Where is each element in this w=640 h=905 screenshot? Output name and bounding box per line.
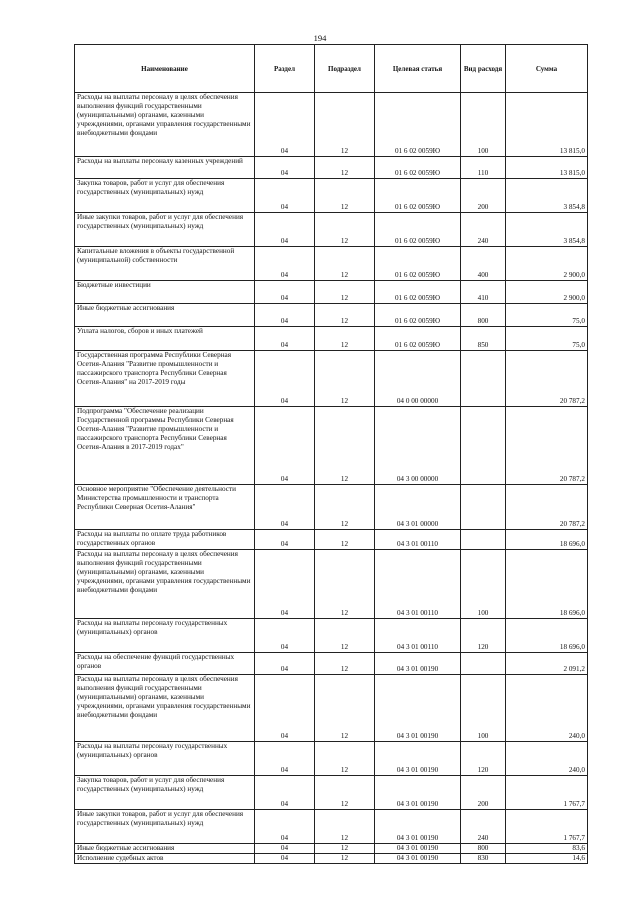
row-name: Подпрограмма "Обеспечение реализации Государственной программы Республики Северная Осетия-Алания "Развитие промышленности и пассажирского транспорта Республики Северная Осетия-Алания в 2017-2019 годах" xyxy=(75,407,255,485)
row-subsection: 12 xyxy=(315,844,375,854)
table-row xyxy=(75,281,588,304)
header-amount: Сумма xyxy=(506,45,588,93)
row-target-article: 01 6 02 0059Ю xyxy=(375,304,461,327)
row-subsection: 12 xyxy=(315,157,375,179)
row-section: 04 xyxy=(255,281,315,304)
row-amount: 20 787,2 xyxy=(506,407,588,485)
row-target-article: 04 3 01 00000 xyxy=(375,485,461,530)
row-name: Исполнение судебных актов xyxy=(75,854,255,864)
row-subsection: 12 xyxy=(315,327,375,351)
row-amount: 2 900,0 xyxy=(506,281,588,304)
row-target-article: 01 6 02 0059Ю xyxy=(375,213,461,247)
row-expense-kind: 800 xyxy=(461,304,506,327)
row-subsection: 12 xyxy=(315,247,375,281)
row-expense-kind: 240 xyxy=(461,810,506,844)
row-amount: 13 815,0 xyxy=(506,93,588,157)
row-subsection: 12 xyxy=(315,810,375,844)
table-row xyxy=(75,675,588,742)
row-section: 04 xyxy=(255,530,315,550)
row-name: Основное мероприятие "Обеспечение деятельности Министерства промышленности и транспорта Республики Северная Осетия-Алания" xyxy=(75,485,255,530)
table-row xyxy=(75,810,588,844)
row-name: Бюджетные инвестиции xyxy=(75,281,255,304)
row-expense-kind: 100 xyxy=(461,93,506,157)
row-subsection: 12 xyxy=(315,742,375,776)
row-amount: 3 854,8 xyxy=(506,179,588,213)
row-name: Государственная программа Республики Северная Осетия-Алания "Развитие промышленности и пассажирского транспорта Республики Северная Осетия-Алания" на 2017-2019 годы xyxy=(75,351,255,407)
row-subsection: 12 xyxy=(315,776,375,810)
row-expense-kind xyxy=(461,407,506,485)
row-name: Иные бюджетные ассигнования xyxy=(75,304,255,327)
row-expense-kind xyxy=(461,530,506,550)
row-amount: 3 854,8 xyxy=(506,213,588,247)
page-number: 194 xyxy=(313,33,327,43)
row-subsection: 12 xyxy=(315,530,375,550)
row-expense-kind xyxy=(461,485,506,530)
row-section: 04 xyxy=(255,213,315,247)
row-section: 04 xyxy=(255,351,315,407)
row-name: Расходы на выплаты персоналу государственных (муниципальных) органов xyxy=(75,742,255,776)
row-amount: 75,0 xyxy=(506,304,588,327)
row-expense-kind xyxy=(461,653,506,675)
table-row xyxy=(75,619,588,653)
row-amount: 2 900,0 xyxy=(506,247,588,281)
row-subsection: 12 xyxy=(315,179,375,213)
row-target-article: 04 3 01 00110 xyxy=(375,550,461,619)
row-amount: 18 696,0 xyxy=(506,530,588,550)
row-expense-kind: 200 xyxy=(461,776,506,810)
row-name: Расходы на выплаты персоналу в целях обеспечения выполнения функций государственными (муниципальными) органами, казенными учреждениями, органами управления государственными внебюджетными фондами xyxy=(75,550,255,619)
row-section: 04 xyxy=(255,675,315,742)
row-section: 04 xyxy=(255,550,315,619)
row-section: 04 xyxy=(255,157,315,179)
row-amount: 20 787,2 xyxy=(506,351,588,407)
table-row xyxy=(75,179,588,213)
row-section: 04 xyxy=(255,844,315,854)
row-amount: 1 767,7 xyxy=(506,776,588,810)
row-amount: 20 787,2 xyxy=(506,485,588,530)
row-target-article: 01 6 02 0059Ю xyxy=(375,157,461,179)
header-name: Наименование xyxy=(75,45,255,93)
row-target-article: 04 3 01 00190 xyxy=(375,742,461,776)
row-subsection: 12 xyxy=(315,281,375,304)
row-target-article: 04 3 01 00190 xyxy=(375,776,461,810)
row-subsection: 12 xyxy=(315,854,375,864)
row-target-article: 04 3 01 00110 xyxy=(375,619,461,653)
row-expense-kind xyxy=(461,351,506,407)
row-name: Расходы на обеспечение функций государственных органов xyxy=(75,653,255,675)
row-target-article: 04 3 01 00190 xyxy=(375,844,461,854)
table-header-row xyxy=(75,45,588,93)
row-target-article: 01 6 02 0059Ю xyxy=(375,179,461,213)
row-subsection: 12 xyxy=(315,304,375,327)
table-row xyxy=(75,351,588,407)
row-amount: 83,6 xyxy=(506,844,588,854)
row-amount: 18 696,0 xyxy=(506,619,588,653)
row-amount: 2 091,2 xyxy=(506,653,588,675)
row-expense-kind: 850 xyxy=(461,327,506,351)
row-expense-kind: 800 xyxy=(461,844,506,854)
row-amount: 240,0 xyxy=(506,675,588,742)
row-section: 04 xyxy=(255,619,315,653)
row-section: 04 xyxy=(255,327,315,351)
table-row xyxy=(75,776,588,810)
row-target-article: 01 6 02 0059Ю xyxy=(375,327,461,351)
row-amount: 1 767,7 xyxy=(506,810,588,844)
row-section: 04 xyxy=(255,93,315,157)
row-expense-kind: 100 xyxy=(461,550,506,619)
row-section: 04 xyxy=(255,247,315,281)
row-name: Расходы на выплаты по оплате труда работников государственных органов xyxy=(75,530,255,550)
header-subsection: Подраздел xyxy=(315,45,375,93)
row-subsection: 12 xyxy=(315,485,375,530)
row-target-article: 01 6 02 0059Ю xyxy=(375,247,461,281)
row-amount: 13 815,0 xyxy=(506,157,588,179)
row-expense-kind: 400 xyxy=(461,247,506,281)
row-subsection: 12 xyxy=(315,619,375,653)
row-section: 04 xyxy=(255,304,315,327)
table-row xyxy=(75,157,588,179)
row-target-article: 01 6 02 0059Ю xyxy=(375,93,461,157)
table-row xyxy=(75,550,588,619)
table-row xyxy=(75,304,588,327)
row-expense-kind: 410 xyxy=(461,281,506,304)
row-target-article: 04 3 01 00190 xyxy=(375,854,461,864)
table-row xyxy=(75,854,588,864)
header-target-article: Целевая статья xyxy=(375,45,461,93)
row-section: 04 xyxy=(255,776,315,810)
row-section: 04 xyxy=(255,854,315,864)
row-amount: 240,0 xyxy=(506,742,588,776)
table-row xyxy=(75,742,588,776)
row-amount: 14,6 xyxy=(506,854,588,864)
table-row xyxy=(75,213,588,247)
row-expense-kind: 120 xyxy=(461,619,506,653)
row-target-article: 01 6 02 0059Ю xyxy=(375,281,461,304)
row-target-article: 04 3 00 00000 xyxy=(375,407,461,485)
row-subsection: 12 xyxy=(315,675,375,742)
row-subsection: 12 xyxy=(315,550,375,619)
table-row xyxy=(75,844,588,854)
row-subsection: 12 xyxy=(315,653,375,675)
row-name: Иные закупки товаров, работ и услуг для обеспечения государственных (муниципальных) нужд xyxy=(75,810,255,844)
row-name: Расходы на выплаты персоналу в целях обеспечения выполнения функций государственными (муниципальными) органами, казенными учреждениями, органами управления государственными внебюджетными фондами xyxy=(75,675,255,742)
row-expense-kind: 830 xyxy=(461,854,506,864)
row-expense-kind: 200 xyxy=(461,179,506,213)
header-expense-kind: Вид расходя xyxy=(461,45,506,93)
row-section: 04 xyxy=(255,742,315,776)
row-subsection: 12 xyxy=(315,213,375,247)
table-row xyxy=(75,653,588,675)
table-row xyxy=(75,485,588,530)
row-target-article: 04 3 01 00190 xyxy=(375,810,461,844)
row-amount: 18 696,0 xyxy=(506,550,588,619)
row-target-article: 04 3 01 00190 xyxy=(375,675,461,742)
budget-table xyxy=(74,44,588,864)
row-section: 04 xyxy=(255,485,315,530)
row-expense-kind: 240 xyxy=(461,213,506,247)
row-subsection: 12 xyxy=(315,351,375,407)
row-subsection: 12 xyxy=(315,407,375,485)
table-row xyxy=(75,530,588,550)
row-section: 04 xyxy=(255,653,315,675)
table-row xyxy=(75,407,588,485)
row-name: Расходы на выплаты персоналу в целях обеспечения выполнения функций государственными (муниципальными) органами, казенными учреждениями, органами управления государственными внебюджетными фондами xyxy=(75,93,255,157)
row-name: Расходы на выплаты персоналу казенных учреждений xyxy=(75,157,255,179)
header-section: Раздел xyxy=(255,45,315,93)
row-expense-kind: 120 xyxy=(461,742,506,776)
row-target-article: 04 3 01 00110 xyxy=(375,530,461,550)
row-name: Иные бюджетные ассигнования xyxy=(75,844,255,854)
row-section: 04 xyxy=(255,810,315,844)
row-expense-kind: 100 xyxy=(461,675,506,742)
row-amount: 75,0 xyxy=(506,327,588,351)
row-name: Закупка товаров, работ и услуг для обеспечения государственных (муниципальных) нужд xyxy=(75,776,255,810)
row-expense-kind: 110 xyxy=(461,157,506,179)
row-name: Закупка товаров, работ и услуг для обеспечения государственных (муниципальных) нужд xyxy=(75,179,255,213)
row-name: Капитальные вложения в объекты государственной (муниципальной) собственности xyxy=(75,247,255,281)
row-name: Уплата налогов, сборов и иных платежей xyxy=(75,327,255,351)
table-row xyxy=(75,247,588,281)
row-target-article: 04 0 00 00000 xyxy=(375,351,461,407)
row-section: 04 xyxy=(255,407,315,485)
row-section: 04 xyxy=(255,179,315,213)
row-name: Расходы на выплаты персоналу государственных (муниципальных) органов xyxy=(75,619,255,653)
row-subsection: 12 xyxy=(315,93,375,157)
row-target-article: 04 3 01 00190 xyxy=(375,653,461,675)
table-row xyxy=(75,93,588,157)
row-name: Иные закупки товаров, работ и услуг для обеспечения государственных (муниципальных) нужд xyxy=(75,213,255,247)
table-row xyxy=(75,327,588,351)
